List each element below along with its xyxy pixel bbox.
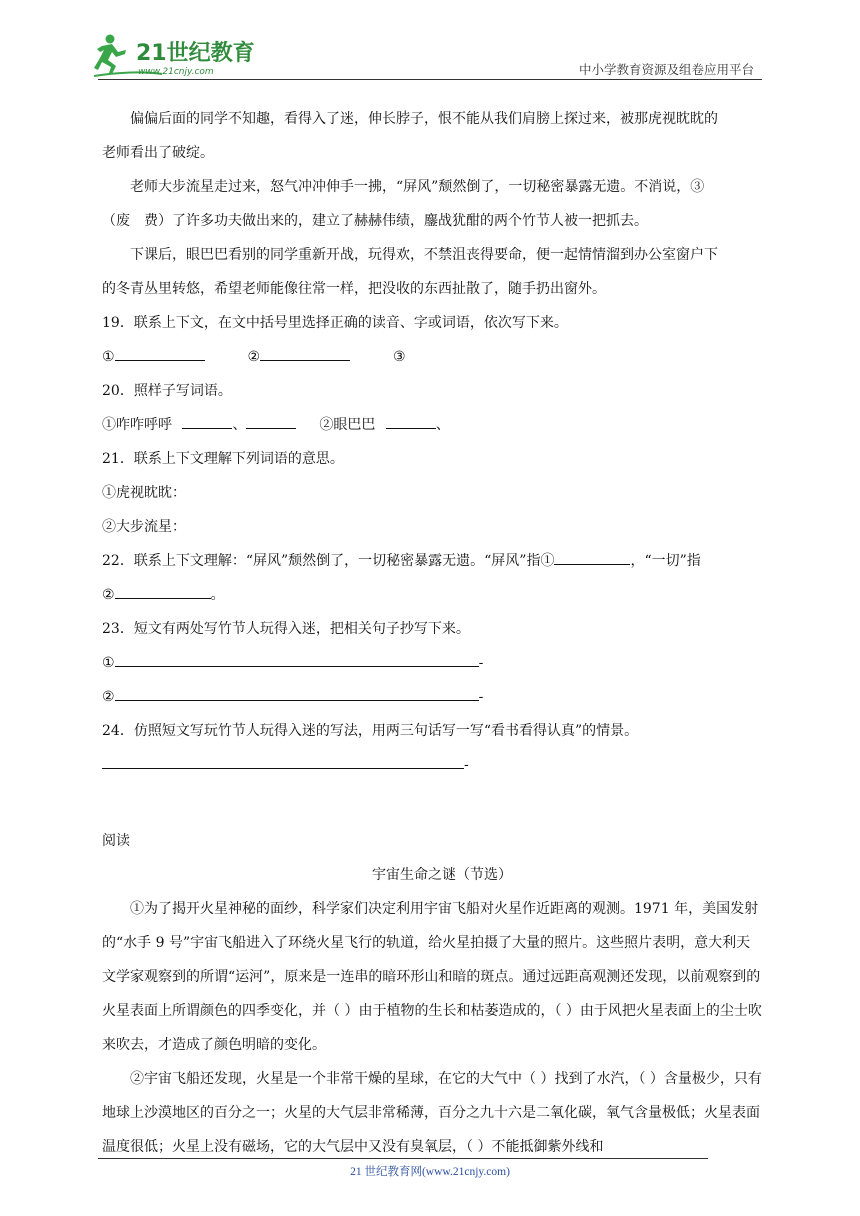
separator: 、 [232, 417, 247, 433]
answer-line[interactable] [102, 752, 464, 769]
reading-paragraph-1: ①为了揭开火星神秘的面纱，科学家们决定利用宇宙飞船对火星作近距离的观测。1971 年，美国发射的“水手 9 号”宇宙飞船进入了环绕火星飞行的轨道，给火星拍摄了大量的照片。这些照片表明，意大利天文学家观察到的所谓“运河”，原来是一连串的暗环形山和暗的斑点。通过远距高观测还发现，以前观察到的火星表面上所谓颜色的四季变化，并（ ）由于植物的生长和枯萎造成的，（ ）由于风把火星表面上的尘士吹来吹去，才造成了颜色明暗的变化。 [102, 901, 762, 1053]
answer-marker-2: ② [247, 349, 261, 365]
answer-blank-1[interactable] [554, 548, 630, 565]
svg-text:21世纪教育: 21世纪教育 [136, 41, 255, 66]
question-22-text-b: ，“一切”指 [630, 553, 701, 569]
answer-blank[interactable] [246, 412, 296, 429]
question-20-answers [102, 408, 762, 442]
answer-blank[interactable] [386, 412, 436, 429]
dash: - [478, 655, 484, 671]
footer-site[interactable]: 21 世纪教育网(www.21cnjy.com) [350, 1166, 510, 1178]
dash: - [478, 689, 484, 705]
separator: 、 [435, 417, 450, 433]
passage-paragraph-2a: 老师大步流星走过来，怒气冲冲伸手一拂，“屏风”颓然倒了，一切秘密暴露无遗。不消说，③ [130, 179, 705, 195]
question-21: 21．联系上下文理解下列词语的意思。 [102, 451, 344, 467]
question-19: 19．联系上下文，在文中括号里选择正确的读音、字或词语，依次写下来。 [102, 315, 568, 331]
question-22-text: 22．联系上下文理解：“屏风”颓然倒了，一切秘密暴露无遗。“屏风”指① [102, 553, 555, 569]
answer-blank-2[interactable] [260, 344, 350, 361]
answer-line-1[interactable] [115, 650, 479, 667]
reading-title: 宇宙生命之谜（节选） [372, 867, 512, 883]
passage-paragraph-1b: 老师看出了破绽。 [102, 145, 214, 161]
header-divider [98, 79, 762, 80]
reading-paragraph-2: ②宇宙飞船还发现，火星是一个非常干燥的星球，在它的大气中（ ）找到了水汽，（ ）含量极少，只有地球上沙漠地区的百分之一；火星的大气层非常稀薄，百分之九十六是二氧化碳，氧气含量极低；火星表面温度很低；火星上没有磁场，它的大气层中又没有臭氧层，（ ）不能抵御紫外线和 [102, 1071, 762, 1155]
page-header [0, 0, 860, 82]
passage-paragraph-1a: 偏偏后面的同学不知趣，看得入了迷，伸长脖子，恨不能从我们肩膀上探过来，被那虎视眈眈的 [130, 111, 718, 127]
question-24: 24．仿照短文写玩竹节人玩得入迷的写法，用两三句话写一写“看书看得认真”的情景。 [102, 723, 639, 739]
answer-marker-2: ② [102, 587, 115, 603]
question-21-item-a: ①虎视眈眈： [102, 485, 186, 501]
answer-marker-1: ① [102, 349, 115, 365]
site-logo[interactable] [92, 30, 262, 80]
answer-blank[interactable] [182, 412, 232, 429]
question-23: 23．短文有两处写竹节人玩得入迷，把相关句子抄写下来。 [102, 621, 470, 637]
question-20: 20．照样子写词语。 [102, 383, 232, 399]
answer-marker-1: ① [102, 655, 115, 671]
answer-marker-3: ③ [392, 349, 406, 365]
reading-label: 阅读 [102, 833, 130, 849]
question-22-line-1 [102, 544, 762, 578]
footer-divider [98, 1158, 708, 1159]
svg-text:www.21cnjy.com: www.21cnjy.com [138, 67, 214, 77]
answer-line-2[interactable] [115, 684, 479, 701]
answer-blank-2[interactable] [115, 582, 211, 599]
question-24-answer [102, 748, 762, 782]
passage-paragraph-3b: 的冬青丛里转悠，希望老师能像往常一样，把没收的东西扯散了，随手扔出窗外。 [102, 281, 606, 297]
question-23-answer-2 [102, 680, 762, 714]
dash: - [464, 757, 469, 773]
question-19-answers [102, 340, 762, 374]
passage-paragraph-3a: 下课后，眼巴巴看别的同学重新开战，玩得欢，不禁沮丧得要命，便一起情情溜到办公室窗户下 [130, 247, 718, 263]
example-word-2: ②眼巴巴 [319, 417, 376, 433]
document-body [102, 102, 762, 1164]
passage-paragraph-2b: （废 费）了许多功夫做出来的，建立了赫赫伟绩，鏖战犹酣的两个竹节人被一把抓去。 [102, 213, 648, 229]
question-22-line-2 [102, 578, 762, 612]
answer-blank-1[interactable] [115, 344, 205, 361]
question-23-answer-1 [102, 646, 762, 680]
runner-logo-icon [92, 30, 262, 80]
question-21-item-b: ②大步流星： [102, 519, 186, 535]
answer-marker-2: ② [102, 689, 115, 705]
platform-name: 中小学教育资源及组卷应用平台 [578, 62, 754, 77]
example-word-1: ①咋咋呼呼 [102, 417, 172, 433]
period: 。 [210, 587, 225, 603]
